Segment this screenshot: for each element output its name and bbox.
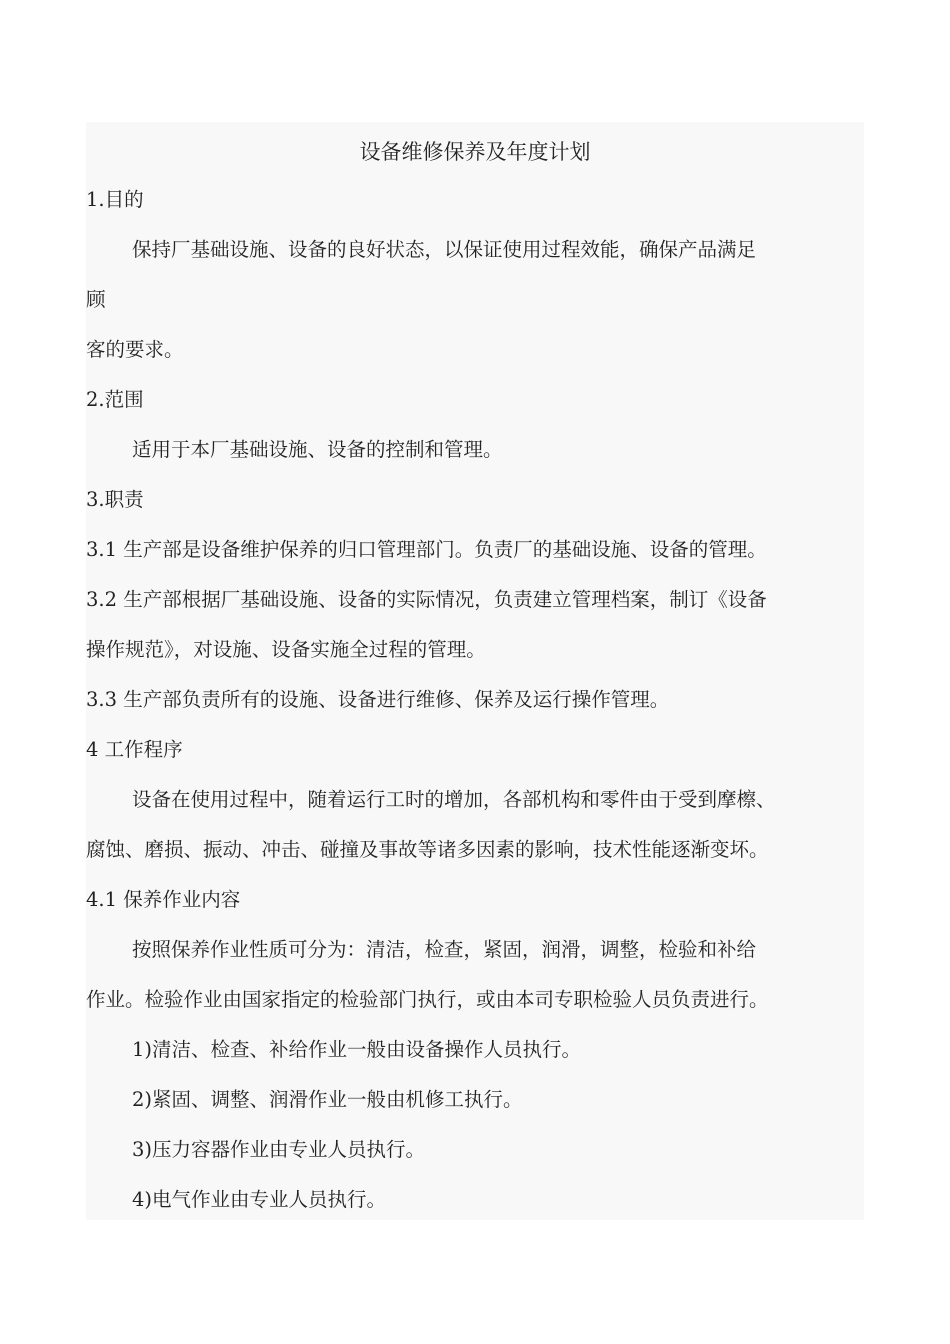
- document-title: 设备维修保养及年度计划: [359, 140, 591, 164]
- paragraph-line: 3.3 生产部负责所有的设施、设备进行维修、保养及运行操作管理。: [86, 688, 670, 711]
- paragraph-line: 腐蚀、磨损、振动、冲击、碰撞及事故等诸多因素的影响，技术性能逐渐变坏。: [86, 838, 769, 861]
- paragraph-line: 操作规范》，对设施、设备实施全过程的管理。: [86, 638, 486, 661]
- paragraph-line: 3.1 生产部是设备维护保养的归口管理部门。负责厂的基础设施、设备的管理。: [86, 538, 767, 561]
- list-item: 3)压力容器作业由专业人员执行。: [132, 1138, 426, 1161]
- paragraph-line: 按照保养作业性质可分为：清洁，检查，紧固，润滑，调整，检验和补给: [132, 938, 757, 961]
- paragraph-line: 设备在使用过程中，随着运行工时的增加，各部机构和零件由于受到摩檫、: [132, 788, 776, 811]
- paragraph-line: 客的要求。: [86, 338, 184, 361]
- paragraph-line: 保持厂基础设施、设备的良好状态，以保证使用过程效能，确保产品满足: [132, 238, 757, 261]
- paragraph-line: 作业。检验作业由国家指定的检验部门执行，或由本司专职检验人员负责进行。: [86, 988, 769, 1011]
- heading-purpose: 1.目的: [86, 188, 144, 211]
- list-item: 2)紧固、调整、润滑作业一般由机修工执行。: [132, 1088, 523, 1111]
- heading-maintenance-content: 4.1 保养作业内容: [86, 888, 241, 911]
- heading-responsibilities: 3.职责: [86, 488, 144, 511]
- paragraph-line: 顾: [86, 288, 106, 311]
- list-item: 4)电气作业由专业人员执行。: [132, 1188, 387, 1211]
- list-item: 1)清洁、检查、补给作业一般由设备操作人员执行。: [132, 1038, 582, 1061]
- paragraph-line: 适用于本厂基础设施、设备的控制和管理。: [132, 438, 503, 461]
- heading-scope: 2.范围: [86, 388, 144, 411]
- heading-procedure: 4 工作程序: [86, 738, 183, 761]
- paragraph-line: 3.2 生产部根据厂基础设施、设备的实际情况，负责建立管理档案，制订《设备: [86, 588, 767, 611]
